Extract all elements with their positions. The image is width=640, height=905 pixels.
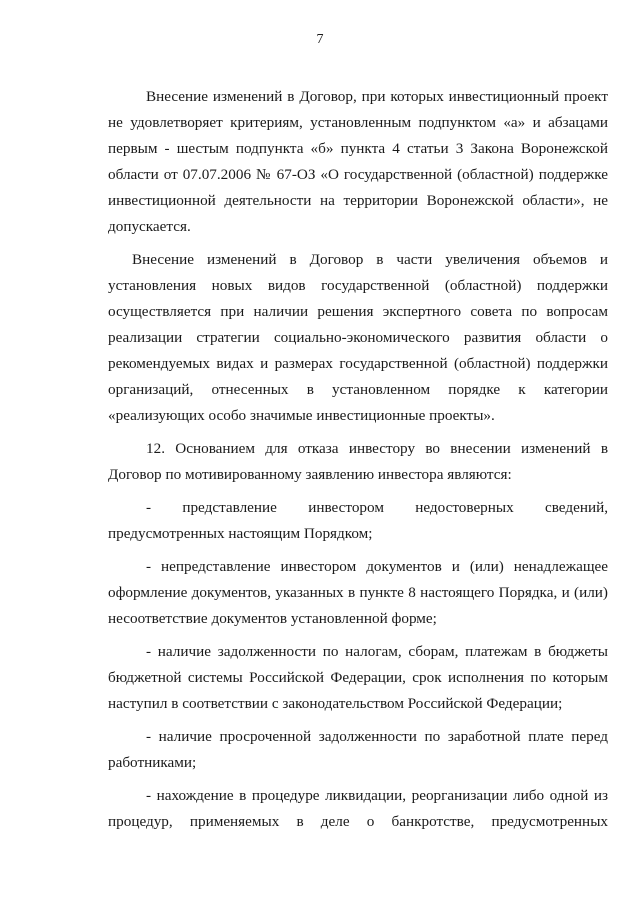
paragraph-support-increase: Внесение изменений в Договор в части увеличения объемов и установления новых видов государственной (областной) поддержки осуществляется при наличии решения экспертного совета по вопросам реализации стратегии социально-экономического развития области о рекомендуемых видах и размерах государственной (областной) поддержки организаций, отнесенных в установленном порядке к категории «реализующих особо значимые инвестиционные проекты».	[108, 251, 608, 424]
document-body	[108, 84, 608, 842]
paragraph-refusal-grounds: 12. Основанием для отказа инвестору во внесении изменений в Договор по мотивированному заявлению инвестора являются:	[108, 440, 608, 483]
list-item-tax-debt: - наличие задолженности по налогам, сборам, платежам в бюджеты бюджетной системы Российской Федерации, срок исполнения по которым наступил в соответствии с законодательством Российской Федерации;	[108, 643, 608, 712]
paragraph-amendments-not-allowed: Внесение изменений в Договор, при которых инвестиционный проект не удовлетворяет критериям, установленным подпунктом «а» и абзацами первым - шестым подпункта «б» пункта 4 статьи 3 Закона Воронежской области от 07.07.2006 № 67-ОЗ «О государственной (областной) поддержке инвестиционной деятельности на территории Воронежской области», не допускается.	[108, 88, 608, 235]
list-item-missing-documents: - непредставление инвестором документов и (или) ненадлежащее оформление документов, указанных в пункте 8 настоящего Порядка, и (или) несоответствие документов установленной форме;	[108, 558, 608, 627]
list-item-liquidation-bankruptcy: - нахождение в процедуре ликвидации, реорганизации либо одной из процедур, применяемых в деле о банкротстве, предусмотренных	[108, 787, 608, 830]
page-number: 7	[316, 32, 324, 47]
list-item-false-information: - представление инвестором недостоверных сведений, предусмотренных настоящим Порядком;	[108, 499, 608, 542]
list-item-wage-arrears: - наличие просроченной задолженности по заработной плате перед работниками;	[108, 728, 608, 771]
